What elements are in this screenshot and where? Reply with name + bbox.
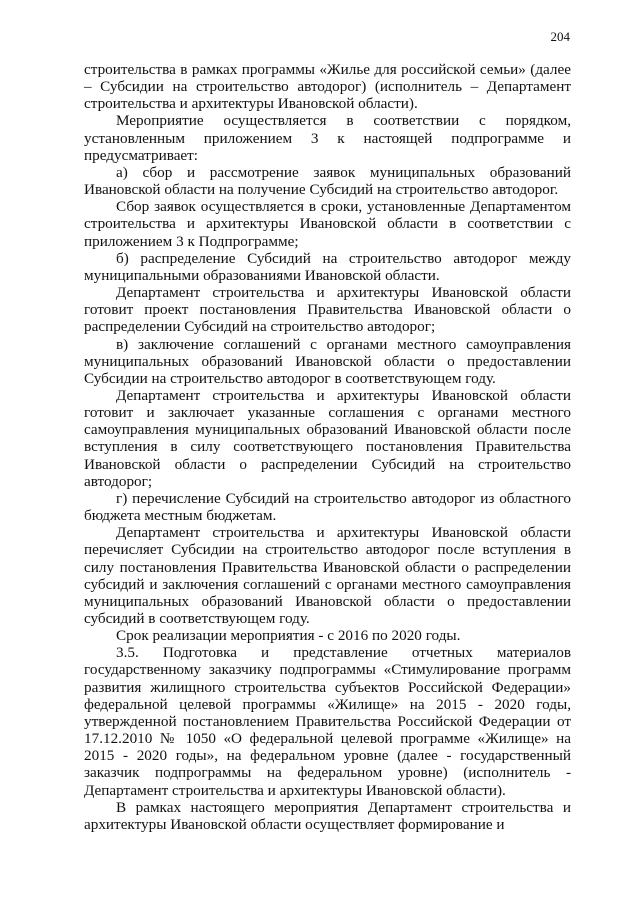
paragraph-continuation: строительства в рамках программы «Жилье для российской семьи» (далее – Субсидии на строительство автодорог) (исполнитель – Департамент строительства и архитектуры Ивановской области). — [84, 61, 571, 113]
paragraph-procedure: Мероприятие осуществляется в соответствии с порядком, установленным приложением 3 к настоящей подпрограмме и предусматривает: — [84, 112, 571, 164]
document-body — [84, 61, 571, 833]
paragraph-term: Срок реализации мероприятия - с 2016 по 2020 годы. — [116, 627, 461, 645]
paragraph-item-a: а) сбор и рассмотрение заявок муниципальных образований Ивановской области на получение Субсидий на строительство автодорог. — [84, 163, 571, 199]
paragraph-item-v: в) заключение соглашений с органами местного самоуправления муниципальных образований Ивановской области о предоставлении Субсидии на строительство автодорог в соответствующем году. — [84, 335, 571, 387]
paragraph-section-3-5: 3.5. Подготовка и представление отчетных материалов государственному заказчику подпрограммы «Стимулирование программ развития жилищного строительства субъектов Российской Федерации» федеральной целевой программы «Жилище» на 2015 - 2020 годы, утвержденной постановлением Правительства Российской Федерации от 17.12.2010 № 1050 «О федеральной целевой программе «Жилище» на 2015 - 2020 годы», на федеральном уровне (далее - государственный заказчик подпрограммы на федеральном уровне) (исполнитель - Департамент строительства и архитектуры Ивановской области). — [84, 644, 571, 799]
paragraph-agreements: Департамент строительства и архитектуры Ивановской области готовит и заключает указанные соглашения с органами местного самоуправления муниципальных образований Ивановской области после вступления в силу соответствующего постановления Правительства Ивановской области о распределении Субсидий на строительство автодорог; — [84, 386, 571, 490]
paragraph-collection-terms: Сбор заявок осуществляется в сроки, установленные Департаментом строительства и архитектуры Ивановской области в соответствии с приложением 3 к Подпрограмме; — [84, 198, 571, 250]
paragraph-decree-draft: Департамент строительства и архитектуры Ивановской области готовит проект постановления Правительства Ивановской области о распределении Субсидий на строительство автодорог; — [84, 284, 571, 336]
paragraph-transfer: Департамент строительства и архитектуры Ивановской области перечисляет Субсидии на строительство автодорог после вступления в силу постановления Правительства Ивановской области о распределении субсидий и заключения соглашений с органами местного самоуправления муниципальных образований Ивановской области о предоставлении субсидий в соответствующем году. — [84, 524, 571, 627]
paragraph-scope: В рамках настоящего мероприятия Департамент строительства и архитектуры Ивановской области осуществляет формирование и — [84, 798, 571, 833]
page-number: 204 — [550, 29, 570, 44]
paragraph-item-b: б) распределение Субсидий на строительство автодорог между муниципальными образованиями Ивановской области. — [84, 249, 571, 284]
paragraph-item-g: г) перечисление Субсидий на строительство автодорог из областного бюджета местным бюджетам. — [84, 489, 571, 525]
